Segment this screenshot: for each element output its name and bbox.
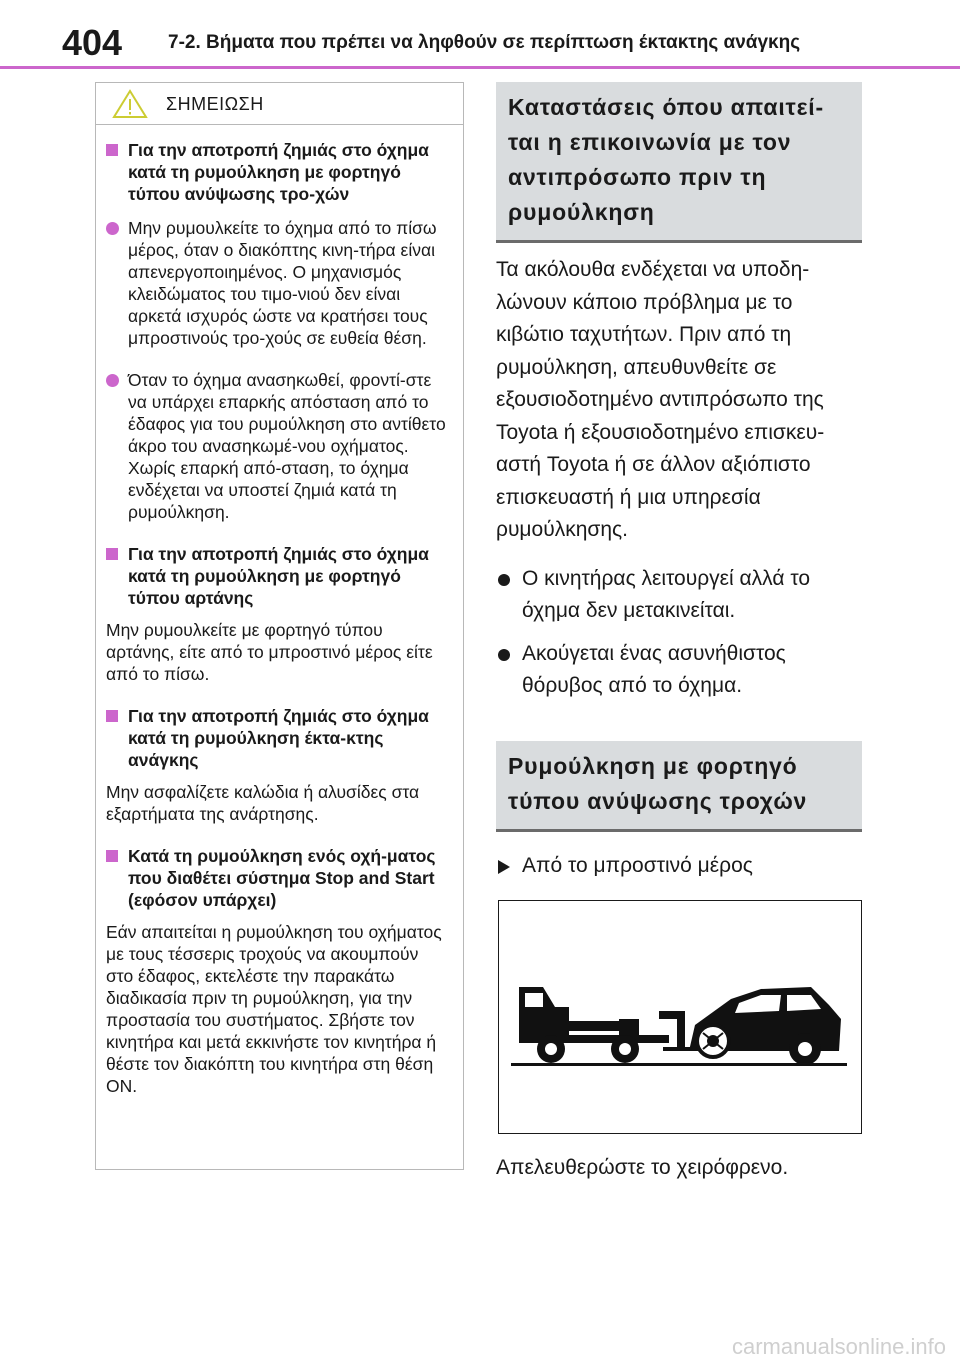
circle-bullet-icon: [106, 374, 119, 387]
body-paragraph: Τα ακόλουθα ενδέχεται να υποδη-λώνουν κάποιο πρόβλημα με το κιβώτιο ταχυτήτων. Πριν από τη ρυμούλκηση, απευθυνθείτε σε εξουσιοδοτημένο αντιπρόσωπο της Toyota ή εξουσιοδοτημένο επισκευ-αστή Toyota ή σε άλλον αξιόπιστο επισκευαστή ή μια υπηρεσία ρυμούλκησης.: [496, 258, 825, 541]
note-heading-text: Κατά τη ρυμούλκηση ενός οχή-ματος που διαθέτει σύστημα Stop and Start (εφόσον υπάρχει): [128, 846, 436, 910]
note-box: [95, 82, 464, 1170]
section-heading-text: Ρυμούλκηση με φορτηγό τύπου ανύψωσης τροχών: [508, 752, 808, 814]
note-paragraph: Εάν απαιτείται η ρυμούλκηση του οχήματος με τους τέσσερις τροχούς να ακουμπούν στο έδαφος, εκτελέστε την παρακάτω διαδικασία πριν τη ρυμούλκηση, για την προστασία του συστήματος. Σβήστε τον κινητήρα και μετά εκκινήστε τον κινητήρα ή θέστε τον διακόπτη του κινητήρα στη θέση ON.: [106, 922, 442, 1096]
list-item: [496, 563, 862, 628]
note-header: [96, 83, 463, 125]
body-paragraph: Απελευθερώστε το χειρόφρενο.: [496, 1155, 789, 1179]
list-item-text: Από το μπροστινό μέρος: [522, 853, 753, 877]
note-paragraph: Μην ρυμουλκείτε με φορτηγό τύπου αρτάνης, είτε από το μπροστινό μέρος είτε από το πίσω.: [106, 620, 433, 684]
square-bullet-icon: [106, 144, 118, 156]
note-bullet-item: [106, 217, 449, 349]
note-heading-text: Για την αποτροπή ζημιάς στο όχημα κατά τη ρυμούλκηση έκτα-κτης ανάγκης: [128, 706, 429, 770]
note-heading-text: Για την αποτροπή ζημιάς στο όχημα κατά τη ρυμούλκηση με φορτηγό τύπου ανύψωσης τρο-χών: [128, 140, 429, 204]
note-bullet-text: Μην ρυμουλκείτε το όχημα από το πίσω μέρος, όταν ο διακόπτης κινη-τήρα είναι απενεργοποιημένος. Ο μηχανισμός κλειδώματος του τιμο-νιού δεν είναι αρκετά ισχυρός ώστε να κρατήσει τους μπροστινούς τρο-χούς σε ευθεία θέση.: [128, 218, 437, 348]
warning-triangle-icon: [112, 89, 148, 119]
note-bullet-text: Όταν το όχημα ανασηκωθεί, φροντί-στε να υπάρχει επαρκής απόσταση από το έδαφος για του ρυμούλκηση στο αντίθετο άκρο του ανασηκωμέ-νου οχήματος. Χωρίς επαρκή από-σταση, το όχημα ενδέχεται να υποστεί ζημιά κατά τη ρυμούλκηση.: [128, 370, 446, 522]
note-section-heading: [106, 543, 449, 609]
list-item-text: Ακούγεται ένας ασυνήθιστος θόρυβος από το όχημα.: [522, 641, 786, 697]
section-heading: [496, 741, 862, 832]
circle-bullet-icon: [106, 222, 119, 235]
right-column: [496, 82, 862, 1184]
note-paragraph: Μην ασφαλίζετε καλώδια ή αλυσίδες στα εξαρτήματα της ανάρτησης.: [106, 782, 420, 824]
page-number: 404: [62, 22, 123, 63]
note-section-heading: [106, 705, 449, 771]
square-bullet-icon: [106, 710, 118, 722]
section-heading: [496, 82, 862, 243]
list-item: [496, 852, 862, 880]
note-section-heading: [106, 139, 449, 205]
note-bullet-item: [106, 369, 449, 523]
tow-truck-icon: [499, 901, 863, 1135]
site-watermark: carmanualsonline.info: [731, 1334, 946, 1359]
list-item: [496, 638, 862, 703]
triangle-bullet-icon: [498, 860, 510, 874]
note-body: [96, 125, 463, 1097]
dot-bullet-icon: [498, 574, 510, 586]
note-section-heading: [106, 845, 449, 911]
square-bullet-icon: [106, 548, 118, 560]
page-header: [0, 0, 960, 68]
note-title: ΣΗΜΕΙΩΣΗ: [166, 94, 264, 114]
dot-bullet-icon: [498, 649, 510, 661]
section-heading-text: Καταστάσεις όπου απαιτεί-ται η επικοινωνία με τον αντιπρόσωπο πριν τη ρυμούλκηση: [508, 94, 824, 225]
list-item-text: Ο κινητήρας λειτουργεί αλλά το όχημα δεν μετακινείται.: [522, 566, 811, 622]
chapter-title: 7-2. Βήματα που πρέπει να ληφθούν σε περίπτωση έκτακτης ανάγκης: [168, 32, 801, 53]
header-rule: [0, 66, 960, 69]
tow-truck-illustration: [498, 900, 862, 1134]
note-heading-text: Για την αποτροπή ζημιάς στο όχημα κατά τη ρυμούλκηση με φορτηγό τύπου αρτάνης: [128, 544, 429, 608]
square-bullet-icon: [106, 850, 118, 862]
